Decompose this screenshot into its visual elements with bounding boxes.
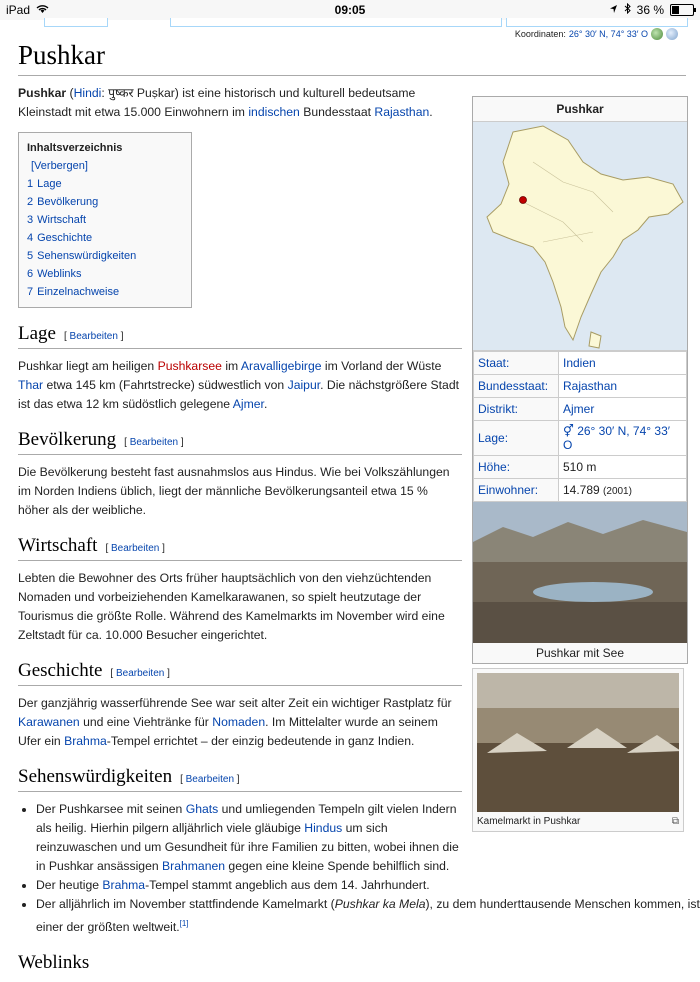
link-thar[interactable]: Thar (18, 378, 44, 392)
link-ghats[interactable]: Ghats (185, 802, 219, 816)
link-nomaden[interactable]: Nomaden (212, 715, 266, 729)
link-pushkarsee[interactable]: Pushkarsee (157, 359, 222, 373)
link-brahmanen[interactable]: Brahmanen (162, 859, 226, 873)
link-ajmer[interactable]: Ajmer (232, 397, 264, 411)
page-title: Pushkar (18, 40, 686, 76)
heading-text: Geschichte (18, 660, 103, 681)
edit-link[interactable]: Bearbeiten (69, 331, 118, 342)
thumbnail-camel-market (472, 668, 684, 832)
heading-text: Lage (18, 323, 56, 344)
toc-item-geschichte[interactable] (27, 229, 183, 247)
toc-item-wirtschaft[interactable] (27, 211, 183, 229)
infobox-title: Pushkar (556, 102, 604, 116)
toc-item-bevoelkerung[interactable] (27, 193, 183, 211)
toc-number: 2 (27, 196, 34, 208)
table-of-contents (18, 132, 192, 308)
bevoelkerung-paragraph: Die Bevölkerung besteht fast ausnahmslos aus Hindus. Wie bei Volkszählungen im Norden Indiens üblich, liegt der männliche Bevölkerungsanteil etwa 15 % höher als der weibliche. (18, 465, 450, 517)
toc-link[interactable]: Weblinks (37, 268, 82, 280)
tab-fragment[interactable] (44, 18, 108, 27)
edit-link[interactable]: Bearbeiten (129, 437, 179, 448)
link-jaipur[interactable]: Jaipur (287, 378, 321, 392)
infobox-key[interactable]: Bundesstaat: (474, 375, 559, 398)
text: um sich reinzuwaschen und um Gesundheit für ihre Familien zu bitten, wobei ihnen die in Pushkar ansässigen (36, 821, 459, 873)
edit-section-sehenswuerdigkeiten[interactable]: [ Bearbeiten ] (180, 774, 240, 785)
link-rajasthan[interactable]: Rajasthan (374, 105, 430, 119)
toc-item-lage[interactable] (27, 175, 183, 193)
earth-globe-icon[interactable] (666, 28, 678, 40)
status-bar (0, 0, 700, 20)
link-brahma[interactable]: Brahma (64, 734, 107, 748)
edit-link[interactable]: Bearbeiten (111, 543, 160, 554)
wirtschaft-paragraph: Lebten die Bewohner des Orts früher hauptsächlich von den viehzüchtenden Nomaden und vorbeiziehenden Kamelkarawanen, so spielt heutzutage der Tourismus die größte Rolle. Während des Kamelmarkts im November wird eine Zeltstadt für ca. 10.000 Besucher eingerichtet. (18, 571, 445, 642)
enlarge-icon[interactable]: ⧉ (671, 816, 679, 827)
device-label: iPad (6, 3, 31, 17)
toc-item-weblinks[interactable] (27, 265, 183, 283)
infobox-value-link[interactable]: Rajasthan (563, 379, 618, 393)
text: gegen eine kleine Spende behilflich sind. (228, 859, 450, 873)
battery-percentage: 36 % (636, 3, 664, 17)
toc-number: 4 (27, 232, 34, 244)
infobox (472, 96, 688, 664)
coordinates (515, 28, 678, 40)
geschichte-paragraph (18, 694, 462, 751)
infobox-key[interactable]: Lage: (474, 421, 559, 456)
infobox-note: (2001) (603, 486, 632, 497)
infobox-row (474, 456, 687, 479)
text: -Tempel stammt angeblich aus dem 14. Jahrhundert. (145, 878, 430, 892)
infobox-row (474, 479, 687, 502)
italic-text: Pushkar ka Mela (334, 897, 426, 911)
infobox-value: 14.789 (563, 483, 600, 497)
infobox-key[interactable]: Höhe: (474, 456, 559, 479)
heading-wirtschaft (18, 536, 462, 561)
toc-link[interactable]: Lage (37, 178, 62, 190)
infobox-value-link[interactable]: 26° 30′ N, 74° 33′ O (563, 424, 671, 452)
location-icon (609, 3, 618, 17)
india-map-image (473, 122, 687, 350)
text: etwa 145 km (Fahrtstrecke) südwestlich von (46, 378, 285, 392)
infobox-table (473, 351, 687, 502)
bluetooth-icon (624, 3, 631, 17)
text: ), zu dem hunderttausende Menschen kommen, ist einer der größten weltweit. (36, 897, 700, 935)
camel-market-image (477, 673, 679, 812)
lage-paragraph (18, 357, 462, 414)
reference-1[interactable]: [1] (179, 919, 189, 928)
heading-sehenswuerdigkeiten (18, 767, 462, 792)
intro-text: Bundesstaat (303, 105, 371, 119)
infobox-key[interactable]: Staat: (474, 352, 559, 375)
tab-fragment[interactable] (170, 18, 502, 27)
coordinates-link[interactable]: 26° 30′ N, 74° 33′ O (568, 29, 648, 39)
edit-section-lage[interactable]: [ Bearbeiten ] (63, 331, 124, 342)
landscape-image (473, 502, 687, 643)
text: -Tempel errichtet – der einzig bedeutende in ganz Indien. (106, 734, 415, 748)
heading-geschichte (18, 661, 462, 686)
toc-number: 6 (27, 268, 34, 280)
text: im Vorland der Wüste (324, 359, 442, 373)
toc-link[interactable]: Einzelnachweise (37, 286, 120, 298)
infobox-value-link[interactable]: Indien (563, 356, 596, 370)
list-item (36, 895, 700, 937)
toc-link[interactable]: Wirtschaft (37, 214, 87, 226)
toc-number: 1 (27, 178, 34, 190)
infobox-row (474, 352, 687, 375)
heading-bevoelkerung (18, 430, 462, 455)
toc-link[interactable]: Sehenswürdigkeiten (37, 250, 137, 262)
text: Der alljährlich im November stattfindende Kamelmarkt ( (36, 897, 335, 911)
infobox-value: 510 m (559, 456, 687, 479)
heading-lage (18, 324, 462, 349)
heading-weblinks (18, 953, 462, 974)
link-indisch[interactable]: indischen (248, 105, 300, 119)
battery-icon (670, 4, 694, 16)
link-hindi[interactable]: Hindi (73, 86, 102, 100)
infobox-value-link[interactable]: Ajmer (563, 402, 595, 416)
coordinates-label: Koordinaten: (514, 29, 566, 39)
location-map[interactable] (473, 121, 687, 351)
text: Der Pushkarsee mit seinen (36, 802, 183, 816)
heading-text: Bevölkerung (18, 429, 117, 450)
transliteration: Puṣkar (136, 86, 175, 100)
globe-small-icon[interactable]: ⚥ (563, 424, 574, 438)
link-hindus[interactable]: Hindus (304, 821, 343, 835)
infobox-key[interactable]: Einwohner: (474, 479, 559, 502)
toc-item-sehenswuerdigkeiten[interactable] (27, 247, 183, 265)
toc-number: 5 (27, 250, 34, 262)
link-brahma-temple[interactable]: Brahma (102, 878, 146, 892)
heading-text: Wirtschaft (18, 535, 98, 556)
text: . (263, 397, 268, 411)
map-globe-icon[interactable] (651, 28, 663, 40)
toc-link[interactable]: Bevölkerung (37, 196, 99, 208)
toc-link[interactable]: Geschichte (37, 232, 93, 244)
intro-name: Pushkar (18, 86, 67, 100)
text: Pushkar liegt am heiligen (18, 359, 155, 373)
text: Der ganzjährig wasserführende See war seit alter Zeit ein wichtiger Rastplatz für (18, 696, 452, 710)
toc-number: 3 (27, 214, 34, 226)
edit-link[interactable]: Bearbeiten (115, 668, 165, 679)
clock: 09:05 (334, 3, 366, 17)
intro-text: ist eine historisch und kulturell bedeutsame Kleinstadt mit etwa 15.000 Einwohnern im (18, 86, 416, 119)
search-field-fragment[interactable] (506, 18, 688, 27)
text: und umliegenden Tempeln gilt vielen Indern als heilig. Hierhin pilgern alljährlich viele gläubige (36, 802, 457, 835)
toc-item-einzelnachweise[interactable] (27, 283, 183, 301)
text: und eine Viehtränke für (83, 715, 209, 729)
edit-link[interactable]: Bearbeiten (185, 774, 235, 785)
text: . Die nächstgrößere Stadt ist das etwa 12 km südöstlich gelegene (18, 378, 459, 411)
text: im (225, 359, 239, 373)
heading-text: Sehenswürdigkeiten (18, 766, 173, 787)
infobox-row (474, 398, 687, 421)
toc-title: Inhaltsverzeichnis (27, 142, 123, 154)
heading-text: Weblinks (18, 952, 90, 974)
text: Der heutige (36, 878, 100, 892)
text: . Im Mittelalter wurde an seinem Ufer ein (18, 715, 438, 748)
edit-section-wirtschaft[interactable]: [ Bearbeiten ] (105, 543, 165, 554)
photo-caption: Pushkar mit See (535, 646, 625, 660)
pushkar-lake-photo[interactable] (473, 502, 687, 643)
link-aravalligebirge[interactable]: Aravalligebirge (240, 359, 322, 373)
toc-number: 7 (27, 286, 34, 298)
camel-market-photo[interactable] (477, 673, 679, 812)
native-name: पुष्कर (108, 86, 134, 100)
intro-paragraph: Pushkar (Hindi: पुष्कर Puṣkar) ist eine historisch und kulturell bedeutsame Kleinstadt mit etwa 15.000 Einwohnern im indischen Bundesstaat Rajasthan. (18, 86, 433, 119)
infobox-row (474, 421, 687, 456)
toc-toggle[interactable]: [Verbergen] (31, 160, 88, 172)
edit-section-bevoelkerung[interactable]: [ Bearbeiten ] (124, 437, 184, 448)
infobox-row (474, 375, 687, 398)
edit-section-geschichte[interactable]: [ Bearbeiten ] (110, 668, 170, 679)
link-karawanen[interactable]: Karawanen (18, 715, 80, 729)
infobox-key[interactable]: Distrikt: (474, 398, 559, 421)
list-item (36, 876, 462, 895)
thumb-caption: Kamelmarkt in Pushkar (477, 816, 581, 827)
list-item (36, 800, 462, 876)
